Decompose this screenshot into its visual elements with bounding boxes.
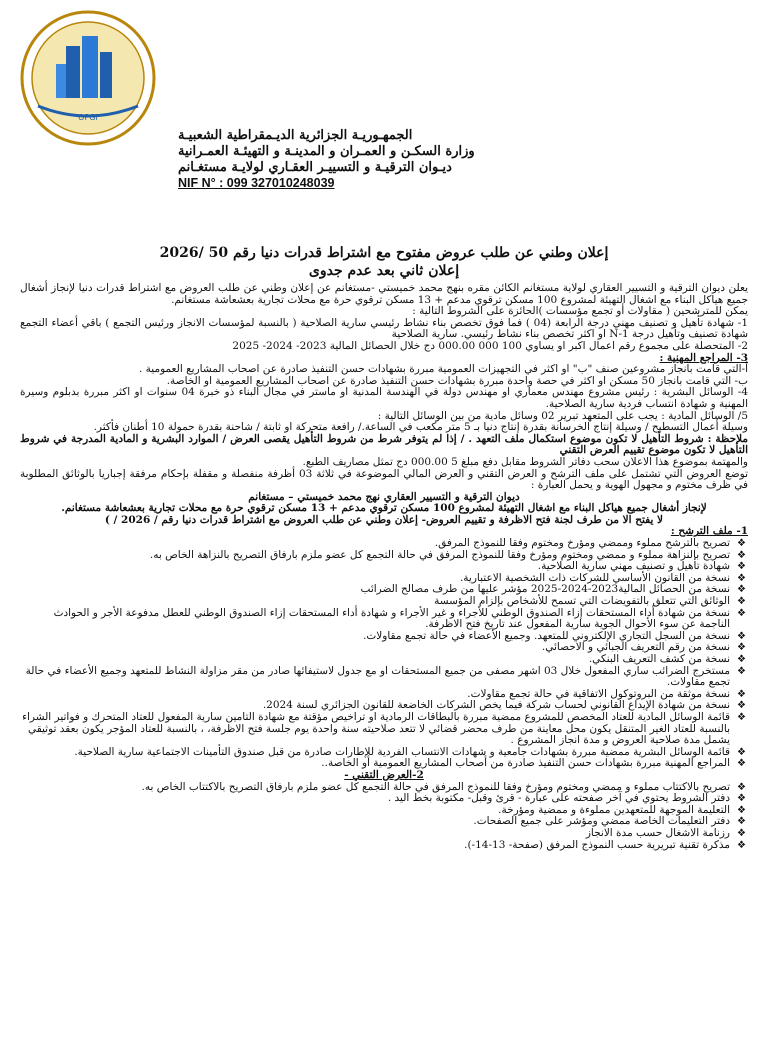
condition-5-means: وسيلة أعمال التسطيح / وسيلة إنتاج الخرسانة بقدرة إنتاج دنيا بـ 5 متر مكعب في الساعة./ رافعة متحركة او ثابتة / شاحنة بقدرة حمولة 10 أطنان فأكثر. (93, 421, 748, 434)
diamond-bullet-icon: ❖ (737, 688, 746, 700)
diamond-bullet-icon: ❖ (737, 607, 746, 619)
section-2-list (20, 782, 748, 852)
nif-number: NIF N° : 099 327010248039 (178, 176, 335, 190)
envelope-notice: لا يفتح الا من طرف لجنة فتح الاظرفة و تقييم العروض- إعلان وطني عن طلب العروض مع اشتراط قدرات دنيا رقم / 2026 / ) (104, 513, 664, 526)
list-item: ❖ نسخة من الحصائل المالية2023-2024-2025 مؤشر عليها من طرف مصالح الضرائب (360, 583, 746, 596)
note-paragraph: ملاحظة : شروط التأهيل لا تكون موضوع استكمال ملف التعهد . / إذا لم يتوفر شرط من شروط التأهيل يقصى العرض / الموارد البشرية و المادية المدرجة في شروط التأهيل لا تكون موضوع تقييم العرض التقني (20, 432, 748, 457)
list-item: ❖ نسخة من شهادة أداء المستحقات إزاء الصندوق الوطني للأجراء و غير الأجراء و شهادة أداء المستحقات إزاء الصندوق الوطني للعطل مدفوعة الأجر و الحوادث الناجمة عن سوء الأحوال الجوية سارية المفعول عند تاريخ فتح الاظرفة. (53, 606, 746, 631)
diamond-bullet-icon: ❖ (737, 654, 746, 665)
header-block (178, 128, 558, 190)
section-1-heading: 1- ملف الترشح : (670, 525, 748, 538)
condition-3-heading: 3- المراجع المهنية : (659, 351, 748, 364)
list-item: ❖ تصريح بالترشح مملوء وممضي ومؤرخ ومختوم وفقا للنموذج المرفق. (434, 537, 746, 550)
diamond-bullet-icon: ❖ (737, 700, 746, 712)
submission-instructions: توضع العروض التي تشتمل على ملف الترشح و العرض التقني و العرض المالي الموضوعة في ثلاثة 03 أظرفة منفصلة و مقفلة بإحكام مرفقة إجباريا بالوثائق المطلوبة في ظرف مختوم و مجهول الهوية و يحمل العبارة : (20, 467, 749, 492)
list-item: ❖ رزنامة الاشغال حسب مدة الانجاز (585, 826, 746, 839)
diamond-bullet-icon: ❖ (737, 758, 746, 770)
list-item: ❖ التعليمة الموجهة للمتعهدين مملوءة و ممضية ومؤرخة. (498, 803, 746, 816)
diamond-bullet-icon: ❖ (737, 561, 746, 573)
diamond-bullet-icon: ❖ (737, 711, 746, 723)
list-item: ❖ نسخة من شهادة الإيداع القانوني لحساب شركة فيما يخص الشركات الخاضعة للقانون الجزائري لسنة 2024. (262, 699, 746, 712)
condition-5: 5/ الوسائل المادية : يجب على المتعهد تبرير 02 وسائل مادية من بين الوسائل التالية : (377, 409, 748, 422)
diamond-bullet-icon: ❖ (737, 781, 746, 793)
condition-3b: ب- التي قامت بانجاز 50 مسكن او اكثر في حصة واحدة مبررة بشهادات حسن التنفيذ صادرة عن اصحاب المشاريع العمومية او الخاصة. (166, 374, 748, 387)
list-item: ❖ تصريح بالنزاهة مملوء و ممضي ومختوم ومؤرخ وفقا للنموذج المرفق في حالة التجمع كل عضو ملزم بارفاق التصريح بالنزاهة الخاص به. (149, 548, 746, 561)
diamond-bullet-icon: ❖ (737, 827, 746, 839)
svg-text:OPGI: OPGI (78, 113, 98, 122)
list-item: ❖ تصريح بالاكتتاب مملوء و ممضي ومختوم ومؤرخ وفقا للنموذج المرفق في حالة التجمع كل عضو ملزم بارفاق التصريح بالاكتتاب الخاص به. (141, 780, 746, 793)
diamond-bullet-icon: ❖ (737, 584, 746, 596)
condition-1: 1- شهادة تأهيل و تصنيف مهني درجة الرابعة (04 ) فما فوق تخصص بناء نشاط رئيسي سارية الصلاحية ( بالنسبة لمؤسسات الانجاز ورئيس التجمع ) باقي أعضاء التجمع شهادة تصنيف وتأهيل درجة N-1 او اكثر تخصص بناء نشاط رئيسي. سارية الصلاحية (20, 316, 748, 341)
list-item: ❖ نسخة من رقم التعريف الجبائي و الاحصائي. (541, 641, 746, 654)
list-item: ❖ دفتر التعليمات الخاصة ممضي ومؤشر على جميع الصفحات. (473, 815, 746, 828)
diamond-bullet-icon: ❖ (737, 549, 746, 561)
condition-3a: أ-التي قامت بانجاز مشروعين صنف "ب" او اكثر في التجهيزات العمومية مبررة بشهادات حسن التنفيذ صادرة عن اصحاب المشاريع العمومية . (138, 363, 748, 376)
list-item: ❖ قائمة الوسائل البشرية ممضية مبررة بشهادات جامعية و شهادات الانتساب الفردية للإطارات صادرة من قبل صندوق التأمينات الاجتماعية سارية الصلاحية. (74, 745, 746, 758)
eligibility-intro: يمكن للمترشحين ( مقاولات أو تجمع مؤسسات )الحائزة على الشروط التالية : (412, 305, 748, 318)
condition-4: 4- الوسائل البشرية : رئيس مشروع مهندس معماري او مهندس دولة في الهندسة المدنية او ماستر في مجال البناء ذو خبرة 04 سنوات او اكثر مبررة بدبلوم وسيرة المهنية و شهادة انتساب فردية سارية الصلاحية. (20, 386, 748, 410)
section-1-list (20, 538, 748, 770)
list-item: ❖ دفتر الشروط يحتوي في آخر صفحته على عبارة - قرئ وقبل- مكتوبة بخط اليد . (387, 792, 746, 805)
list-item: ❖ مذكرة تقنية تبريرية حسب النموذج المرفق (صفحة- 13-14-). (464, 838, 746, 851)
header-line-1: الجمهـوريـة الجزائرية الديـمقراطية الشعبيـة (178, 128, 413, 143)
diamond-bullet-icon: ❖ (737, 746, 746, 758)
list-item: ❖ قائمة الوسائل المادية للعتاد المخصص للمشروع ممضية مبررة بالبطاقات الرمادية او تراخيص مؤقتة مع شهادة التامين سارية المفعول للعتاد المتحرك و فواتير الشراء بالنسبة للعتاد الغير المتنقل يكون محل معاينة من طرف محضر قضائي لا تتعد صلاحيته سنة واحدة يوم جلسة فتح الاظرفة، ، بالنسبة للعتاد المؤجر يكون بعقد توثيقي يشمل مدة صلاحية العروض و مدة انجاز المشروع . (22, 710, 746, 747)
diamond-bullet-icon: ❖ (737, 642, 746, 654)
diamond-bullet-icon: ❖ (737, 596, 746, 608)
announcement-title (0, 244, 768, 280)
diamond-bullet-icon: ❖ (737, 839, 746, 851)
header-line-2: وزارة السكـن و العمـران و المدينـة و التهيئـة العمـرانية (178, 144, 475, 159)
specifications-fee: والمهتمة بموضوع هذا الاعلان سحب دفاتر الشروط مقابل دفع مبلغ 5 000.00 دج تمثل مصاريف الطبع. (302, 455, 748, 468)
envelope-project: لإنجاز أشغال جميع هياكل البناء مع اشغال التهيئة لمشروع 100 مسكن ترقوي مدعم + 13 مسكن ترقوي حرة مع محلات تجارية بعشعاشة مستغانم. (61, 502, 707, 515)
condition-2: 2- المتحصلة على مجموع رقم اعمال اكبر او يساوي 100 000 000.00 دج خلال الحصائل المالية 2023- 2024- 2025 (232, 339, 748, 352)
list-item: ❖ المراجع المهنية مبررة بشهادات حسن التنفيذ صادرة من أصحاب المشاريع العمومية أو الخاصة.. (321, 757, 746, 770)
diamond-bullet-icon: ❖ (737, 816, 746, 828)
list-item: ❖ نسخة من القانون الأساسي للشركات ذات الشخصية الاعتبارية. (459, 571, 746, 584)
section-2-heading: 2-العرض التقني - (344, 768, 424, 781)
title-line-1: إعلان وطني عن طلب عروض مفتوح مع اشتراط قدرات دنيا رقم 50 /2026 (159, 245, 609, 261)
diamond-bullet-icon: ❖ (737, 793, 746, 805)
diamond-bullet-icon: ❖ (737, 630, 746, 642)
diamond-bullet-icon: ❖ (737, 804, 746, 816)
header-line-3: ديـوان الترقيـة و التسييـر العقـاري لولايـة مستغـانم (178, 160, 452, 175)
organization-logo (8, 8, 168, 148)
diamond-bullet-icon: ❖ (737, 665, 746, 677)
list-item: ❖ الوثائق التي تتعلق بالتفويضات التي تسمح للأشخاص بإلزام المؤسسة (434, 595, 746, 608)
diamond-bullet-icon: ❖ (737, 572, 746, 584)
list-item: ❖ نسخة من كشف التعريف البنكي. (588, 653, 746, 665)
title-line-2: إعلان ثاني بعد عدم جدوى (308, 263, 460, 279)
envelope-address: ديوان الترقية و التسيير العقاري نهج محمد خميستي – مستغانم (248, 490, 520, 503)
announcement-body (20, 283, 748, 851)
building-logo-icon (8, 8, 168, 148)
intro-paragraph: يعلن ديوان الترقية و التسيير العقاري لولاية مستغانم الكائن مقره بنهج محمد خميستي -مستغانم عن إعلان وطني عن طلب العروض مع اشتراط قدرات دنيا لإنجاز أشغال جميع هياكل البناء مع اشغال التهيئة لمشروع 100 مسكن ترقوي مدعم + 13 مسكن ترقوي حرة مع محلات تجارية بعشعاشة مستغانم. (20, 282, 748, 306)
list-item: ❖ شهادة تأهيل و تصنيف مهني سارية الصلاحية. (537, 560, 746, 573)
list-item: ❖ نسخة موثقة من البروتوكول الاتفاقية في حالة تجمع مقاولات. (467, 687, 746, 700)
list-item: ❖ مستخرج الضرائب ساري المفعول خلال 03 اشهر مصفى من جميع المستحقات او مع جدول لاستيفائها صادر من مقر مزاولة النشاط للمتعهد وجميع الأعضاء في حالة تجمع مقاولات. (25, 664, 746, 689)
diamond-bullet-icon: ❖ (737, 538, 746, 550)
list-item: ❖ نسخة من السجل التجاري الإلكتروني للمتعهد. وجميع الأعضاء في حالة تجمع مقاولات. (363, 629, 746, 642)
